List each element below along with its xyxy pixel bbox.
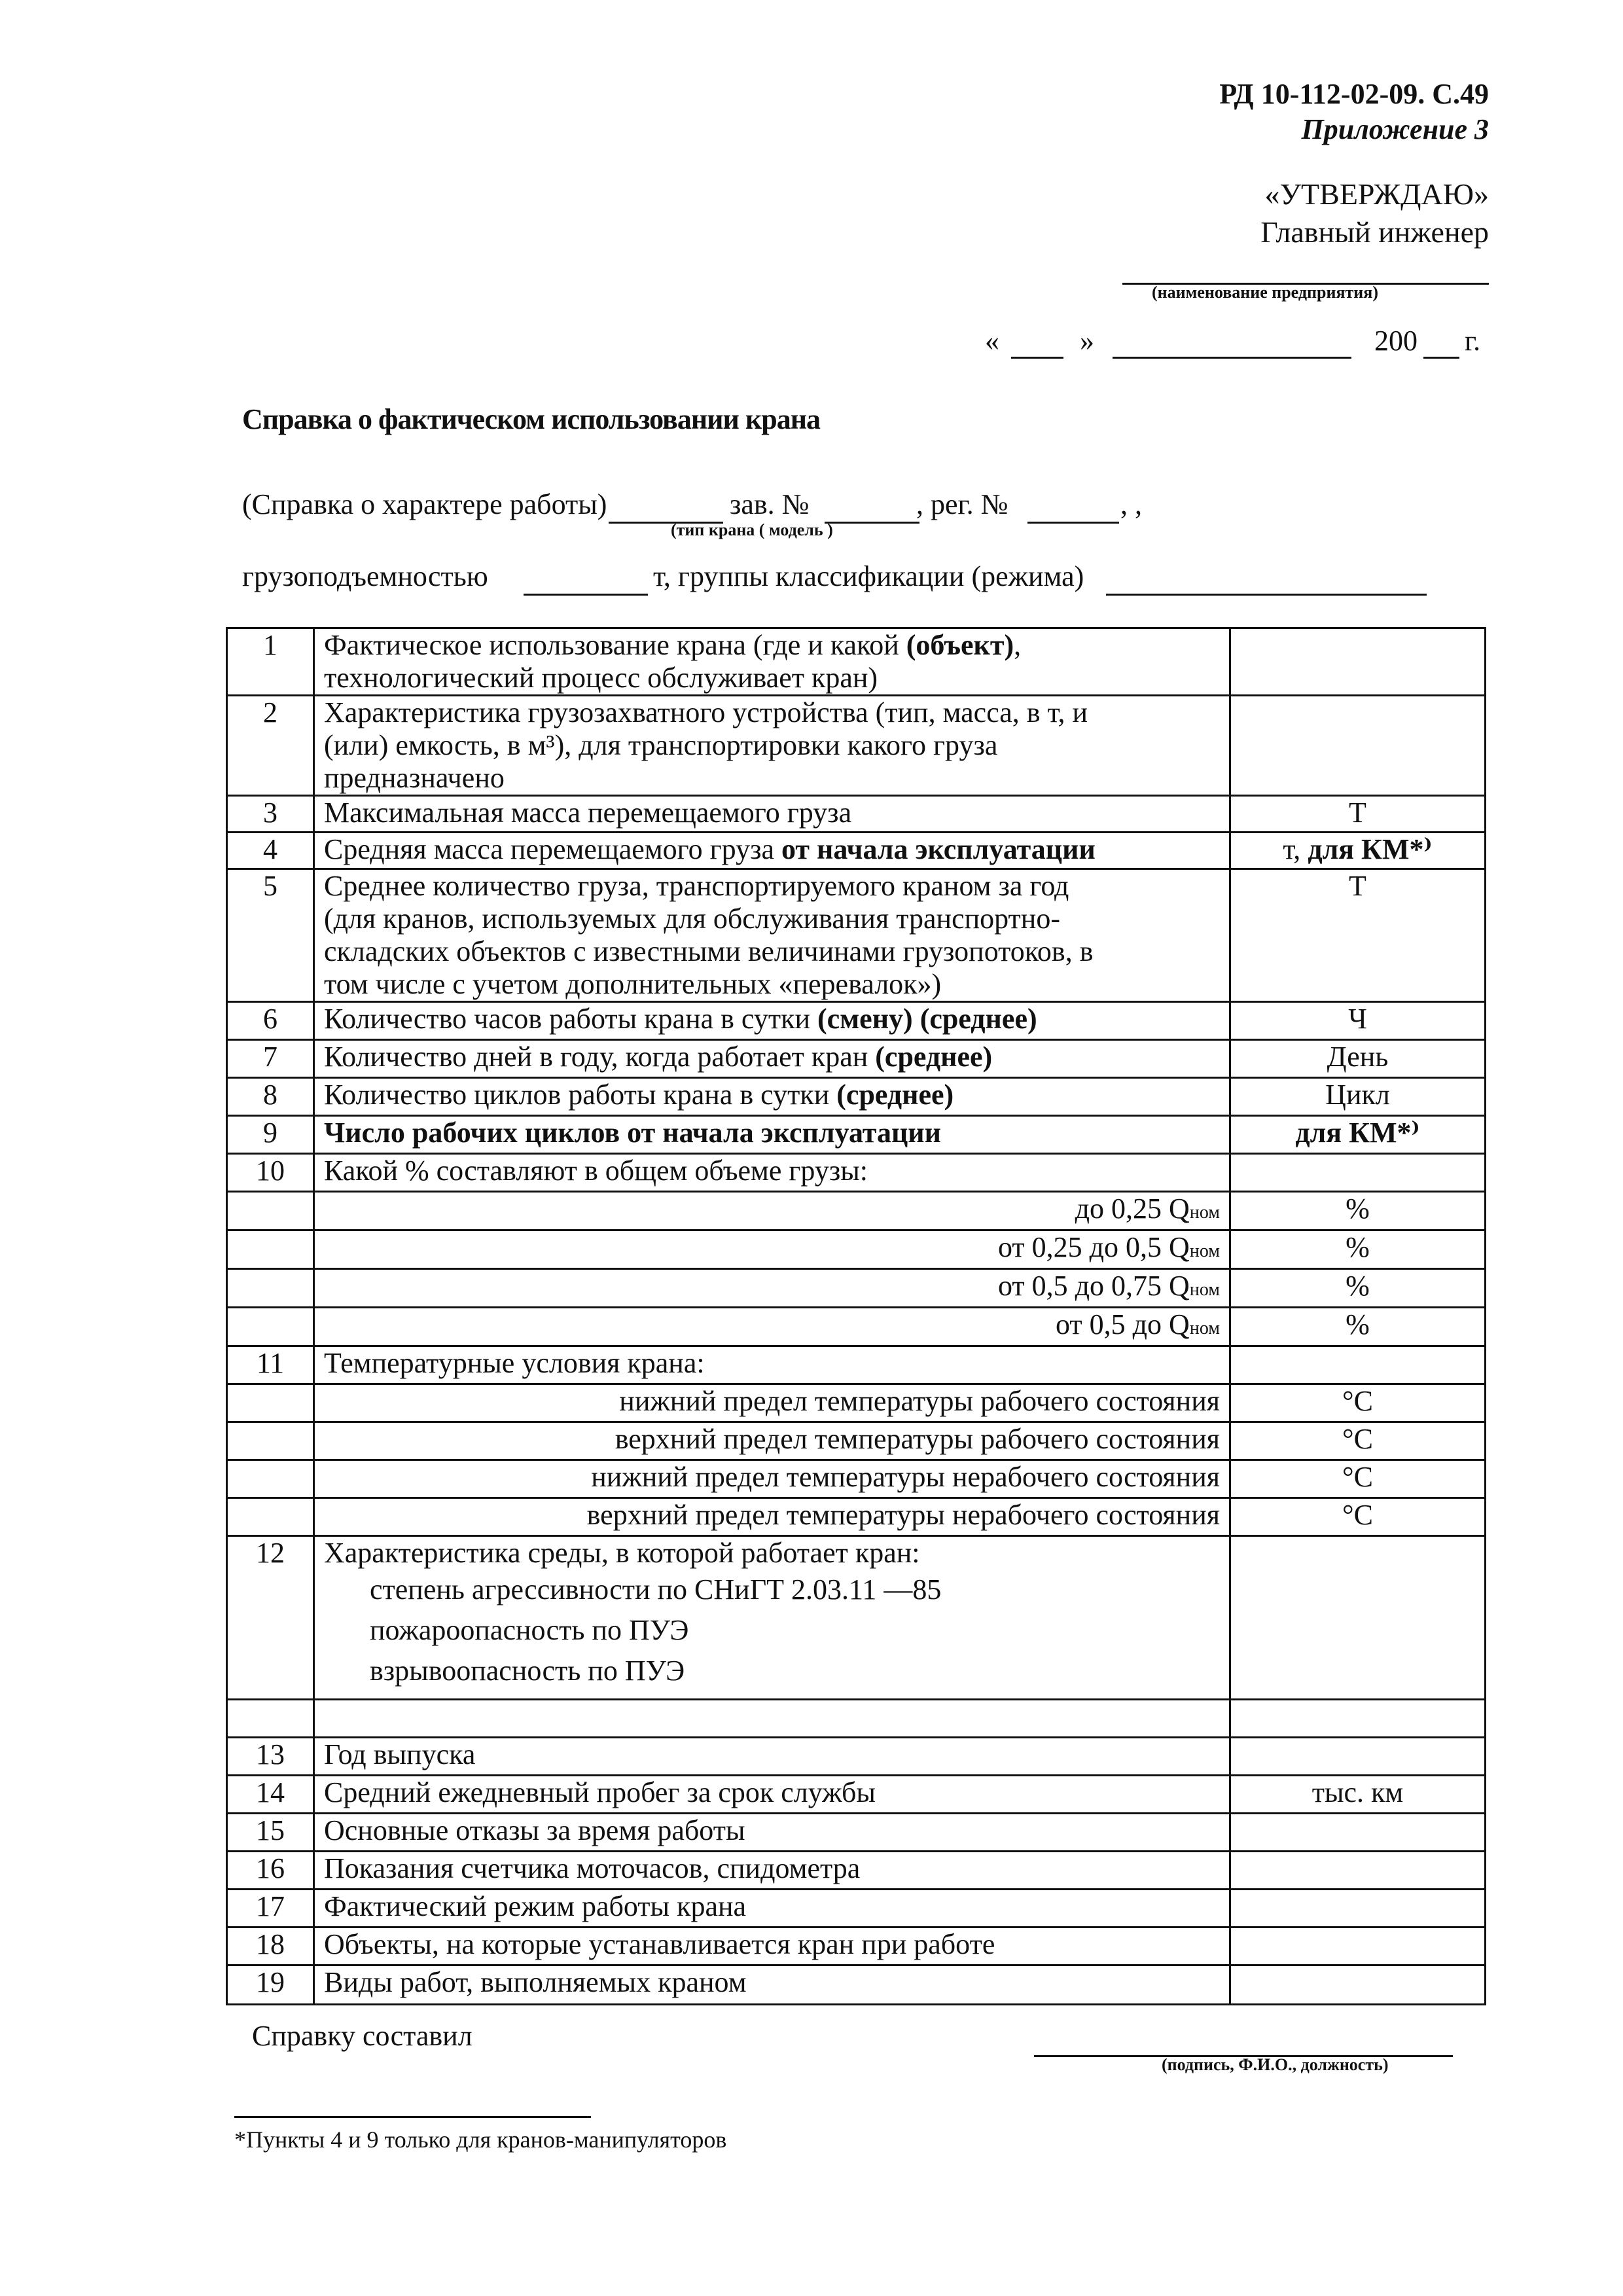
table-row: [227, 796, 1486, 833]
row-unit: [1230, 1890, 1486, 1928]
row-unit: [1230, 1852, 1486, 1890]
capacity-line: [524, 594, 648, 596]
row-unit: [1230, 1346, 1486, 1384]
row-number: 6: [227, 1002, 314, 1040]
date-day-line: [1011, 357, 1063, 359]
row-description: Температурные условия крана:: [314, 1346, 1230, 1384]
row-unit: Т: [1230, 796, 1486, 833]
intro-label: (Справка о характере работы): [242, 488, 607, 520]
row-description: от 0,5 до 0,75 Qном: [314, 1269, 1230, 1308]
date-quote-close: »: [1080, 325, 1094, 357]
row-description: [314, 1700, 1230, 1738]
document-code: РД 10-112-02-09. С.49: [1219, 78, 1489, 110]
approval-position: Главный инженер: [1260, 215, 1489, 249]
row-unit: °С: [1230, 1422, 1486, 1460]
row-description: от 0,25 до 0,5 Qном: [314, 1230, 1230, 1269]
table-row: [227, 869, 1486, 1002]
row-unit: %: [1230, 1308, 1486, 1346]
row-unit: [1230, 1738, 1486, 1776]
row-description: Год выпуска: [314, 1738, 1230, 1776]
row-unit: %: [1230, 1192, 1486, 1230]
date-year: 200: [1374, 325, 1418, 357]
table-row: [227, 1700, 1486, 1738]
row-number: 16: [227, 1852, 314, 1890]
row-description: Показания счетчика моточасов, спидометра: [314, 1852, 1230, 1890]
row-unit: [1230, 628, 1486, 696]
row-description: Число рабочих циклов от начала эксплуатации: [314, 1116, 1230, 1154]
footnote: *Пункты 4 и 9 только для кранов-манипуляторов: [234, 2126, 727, 2153]
row-number: [227, 1230, 314, 1269]
row-number: 19: [227, 1965, 314, 2005]
date-year-suffix: г.: [1465, 325, 1481, 357]
row-number: 7: [227, 1040, 314, 1078]
row-unit: Ч: [1230, 1002, 1486, 1040]
row-number: 5: [227, 869, 314, 1002]
reg-number-label: , рег. №: [916, 488, 1008, 520]
table-row: [227, 1498, 1486, 1536]
table-row: [227, 833, 1486, 869]
row-unit: [1230, 1965, 1486, 2005]
row-description: верхний предел температуры нерабочего состояния: [314, 1498, 1230, 1536]
factory-number-label: зав. №: [730, 488, 810, 520]
row-unit: [1230, 1928, 1486, 1965]
table-row: [227, 1965, 1486, 2005]
row-number: 9: [227, 1116, 314, 1154]
table-row: [227, 696, 1486, 796]
table-row: [227, 1192, 1486, 1230]
row-unit: °С: [1230, 1384, 1486, 1422]
row-unit: [1230, 1814, 1486, 1852]
row-description: верхний предел температуры рабочего состояния: [314, 1422, 1230, 1460]
row-unit: Т: [1230, 869, 1486, 1002]
date-month-line: [1113, 357, 1351, 359]
row-description: Какой % составляют в общем объеме грузы:: [314, 1154, 1230, 1192]
row-number: 1: [227, 628, 314, 696]
row-unit: тыс. км: [1230, 1776, 1486, 1814]
enterprise-caption: (наименование предприятия): [1152, 283, 1378, 302]
date-year-line: [1423, 357, 1459, 359]
signature-caption: (подпись, Ф.И.О., должность): [1162, 2055, 1389, 2074]
row-number: [227, 1498, 314, 1536]
signature-label: Справку составил: [252, 2020, 473, 2052]
row-number: 4: [227, 833, 314, 869]
row-unit: [1230, 1700, 1486, 1738]
table-row: [227, 1269, 1486, 1308]
table-row: [227, 1116, 1486, 1154]
row-number: [227, 1700, 314, 1738]
row-number: 2: [227, 696, 314, 796]
table-row: [227, 1890, 1486, 1928]
row-number: 15: [227, 1814, 314, 1852]
row-description: Максимальная масса перемещаемого груза: [314, 796, 1230, 833]
row-number: 3: [227, 796, 314, 833]
table-row: [227, 628, 1486, 696]
table-row: [227, 1154, 1486, 1192]
row-description: от 0,5 до Qном: [314, 1308, 1230, 1346]
table-row: [227, 1928, 1486, 1965]
row-number: 17: [227, 1890, 314, 1928]
row-description: Фактическое использование крана (где и какой (объект), технологический процесс обслуживает кран): [314, 628, 1230, 696]
classification-line: [1106, 594, 1427, 596]
row-unit: °С: [1230, 1460, 1486, 1498]
table-row: [227, 1536, 1486, 1700]
row-unit: [1230, 696, 1486, 796]
table-row: [227, 1040, 1486, 1078]
row-unit: День: [1230, 1040, 1486, 1078]
table-row: [227, 1384, 1486, 1422]
approval-title: «УТВЕРЖДАЮ»: [1264, 177, 1489, 211]
table-row: [227, 1738, 1486, 1776]
row-number: 18: [227, 1928, 314, 1965]
row-number: [227, 1308, 314, 1346]
table-row: [227, 1814, 1486, 1852]
row-unit: %: [1230, 1230, 1486, 1269]
row-number: [227, 1460, 314, 1498]
page-title: Справка о фактическом использовании крана: [242, 403, 821, 435]
row-description: нижний предел температуры рабочего состояния: [314, 1384, 1230, 1422]
crane-type-caption: (тип крана ( модель ): [671, 520, 833, 539]
row-description: Характеристика грузозахватного устройства (тип, масса, в т, и (или) емкость, в м³), для транспортировки какого груза предназначено: [314, 696, 1230, 796]
row-number: [227, 1192, 314, 1230]
footnote-separator: [234, 2116, 591, 2118]
row-description: Количество дней в году, когда работает кран (среднее): [314, 1040, 1230, 1078]
row-description: Виды работ, выполняемых краном: [314, 1965, 1230, 2005]
table-row: [227, 1308, 1486, 1346]
row-number: [227, 1384, 314, 1422]
row-description: до 0,25 Qном: [314, 1192, 1230, 1230]
row-number: 12: [227, 1536, 314, 1700]
row-unit: %: [1230, 1269, 1486, 1308]
row-description: Среднее количество груза, транспортируемого краном за год (для кранов, используемых для обслуживания транспортно- складских объектов с известными величинами грузопотоков, в том числе с учетом дополнительных «перевалок»): [314, 869, 1230, 1002]
table-row: [227, 1460, 1486, 1498]
table-row: [227, 1002, 1486, 1040]
row-description: Средний ежедневный пробег за срок службы: [314, 1776, 1230, 1814]
table-row: [227, 1230, 1486, 1269]
row-unit: т, для КМ*⁾: [1230, 833, 1486, 869]
row-description: Количество часов работы крана в сутки (смену) (среднее): [314, 1002, 1230, 1040]
row-number: 11: [227, 1346, 314, 1384]
row-unit: °С: [1230, 1498, 1486, 1536]
capacity-label: грузоподъемностью: [242, 560, 488, 592]
crane-usage-table: [226, 627, 1486, 2005]
row-description: Характеристика среды, в которой работает кран: степень агрессивности по СНиГТ 2.03.11 —85 пожароопасность по ПУЭ взрывоопасность по ПУЭ: [314, 1536, 1230, 1700]
table-row: [227, 1422, 1486, 1460]
row-description: Фактический режим работы крана: [314, 1890, 1230, 1928]
table-row: [227, 1776, 1486, 1814]
row-number: [227, 1269, 314, 1308]
table-row: [227, 1078, 1486, 1116]
row-unit: [1230, 1154, 1486, 1192]
reg-number-line: [1027, 522, 1119, 524]
row-number: 14: [227, 1776, 314, 1814]
row-description: нижний предел температуры нерабочего состояния: [314, 1460, 1230, 1498]
table-row: [227, 1852, 1486, 1890]
row-number: 10: [227, 1154, 314, 1192]
intro-trailing-commas: , ,: [1120, 488, 1142, 520]
row-description: Средняя масса перемещаемого груза от начала эксплуатации: [314, 833, 1230, 869]
row-description: Основные отказы за время работы: [314, 1814, 1230, 1852]
row-description: Количество циклов работы крана в сутки (среднее): [314, 1078, 1230, 1116]
classification-label: т, группы классификации (режима): [653, 560, 1084, 592]
row-number: 8: [227, 1078, 314, 1116]
row-unit: Цикл: [1230, 1078, 1486, 1116]
row-unit: [1230, 1536, 1486, 1700]
row-number: 13: [227, 1738, 314, 1776]
row-unit: для КМ*⁾: [1230, 1116, 1486, 1154]
appendix-label: Приложение 3: [1301, 113, 1489, 145]
row-number: [227, 1422, 314, 1460]
row-description: Объекты, на которые устанавливается кран при работе: [314, 1928, 1230, 1965]
date-quote-open: «: [985, 325, 999, 357]
table-row: [227, 1346, 1486, 1384]
factory-number-line: [825, 522, 919, 524]
